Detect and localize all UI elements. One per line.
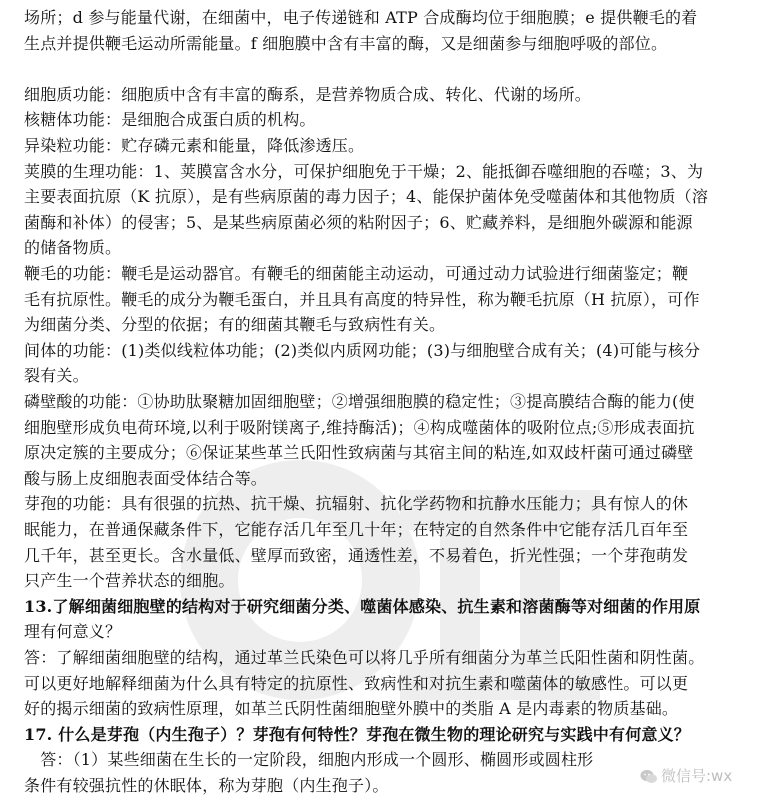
- wechat-icon: [640, 769, 658, 785]
- text-line: 荚膜的生理功能：1、荚膜富含水分，可保护细胞免于干燥；2、能抵御吞噬细胞的吞噬；3、为: [24, 161, 704, 181]
- text-line: 裂有关。: [24, 366, 89, 386]
- text-line: 原决定簇的主要成分；⑥保证某些革兰氏阳性致病菌与其宿主间的粘连,如双歧杆菌可通过磷壁: [24, 443, 694, 463]
- text-line: 几千年，甚至更长。含水量低、壁厚而致密，通透性差，不易着色，折光性强；一个芽孢萌发: [24, 545, 689, 565]
- text-line: 眠能力，在普通保藏条件下，它能存活几年至几十年；在特定的自然条件中它能存活几百年至: [24, 520, 689, 539]
- text-line: 间体的功能：(1)类似线粒体功能；(2)类似内质网功能；(3)与细胞壁合成有关；(4)可能与核分: [24, 340, 701, 360]
- text-line: 毛有抗原性。鞭毛的成分为鞭毛蛋白，并且具有高度的特异性，称为鞭毛抗原（H 抗原），可作: [24, 289, 700, 309]
- text-line: 只产生一个营养状态的细胞。: [24, 571, 235, 591]
- text-line: 答：了解细菌细胞壁的结构，通过革兰氏染色可以将几乎所有细菌分为革兰氏阳性菌和阴性菌。: [24, 648, 705, 667]
- text-line: 场所；d 参与能量代谢，在细菌中，电子传递链和 ATP 合成酶均位于细胞膜；e 提供鞭毛的着: [24, 8, 698, 27]
- text-line: 17. 什么是芽孢（内生孢子）？芽孢有何特性？芽孢在微生物的理论研究与实践中有何意义？: [24, 724, 691, 744]
- text-line: 条件有较强抗性的休眠体，称为芽胞（内生孢子）。: [24, 776, 389, 795]
- text-line: 答：（1）某些细菌在生长的一定阶段，细胞内形成一个圆形、椭圆形或圆柱形: [24, 750, 594, 770]
- text-line: 理有何意义？: [24, 622, 122, 642]
- text-line: 细胞质功能：细胞质中含有丰富的酶系，是营养物质合成、转化、代谢的场所。: [24, 84, 592, 104]
- text-line: 芽孢的功能：具有很强的抗热、抗干燥、抗辐射、抗化学药物和抗静水压能力；具有惊人的休: [24, 494, 689, 514]
- text-line: 可以更好地解释细菌为什么具有特定的抗原性、致病性和对抗生素和噬菌体的敏感性。可以更: [24, 673, 689, 693]
- text-line: 磷壁酸的功能：①协助肽聚糖加固细胞壁；②增强细胞膜的稳定性；③提高膜结合酶的能力(使: [24, 392, 695, 411]
- text-line: 主要表面抗原（K 抗原），是有些病原菌的毒力因子；4、能保护菌体免受噬菌体和其他物质（溶: [24, 187, 709, 207]
- text-line: 的储备物质。: [24, 238, 122, 258]
- text-line: 菌酶和补体）的侵害；5、是某些病原菌必须的粘附因子；6、贮藏养料，是细胞外碳源和能源: [24, 212, 693, 232]
- watermark-credit-text: 微信号:wx: [661, 767, 733, 785]
- text-line: 异染粒功能：贮存磷元素和能量，降低渗透压。: [24, 136, 365, 155]
- text-line: 鞭毛的功能：鞭毛是运动器官。有鞭毛的细菌能主动运动，可通过动力试验进行细菌鉴定；鞭: [24, 264, 689, 283]
- text-line: 细胞壁形成负电荷环境,以利于吸附镁离子,维持酶活)；④构成噬菌体的吸附位点;⑤形成表面抗: [24, 417, 695, 437]
- text-line: 好的揭示细菌的致病性原理，如革兰氏阴性菌细胞壁外膜中的类脂 A 是内毒素的物质基础。: [24, 699, 679, 719]
- text-line: 核糖体功能：是细胞合成蛋白质的机构。: [24, 110, 316, 130]
- text-line: 13.了解细菌细胞壁的结构对于研究细菌分类、噬菌体感染、抗生素和溶菌酶等对细菌的作用原: [24, 596, 701, 616]
- text-line: 酸与肠上皮细胞表面受体结合等。: [24, 468, 268, 488]
- text-line: 为细菌分类、分型的依据；有的细菌其鞭毛与致病性有关。: [24, 315, 446, 335]
- text-line: 生点并提供鞭毛运动所需能量。f 细胞膜中含有丰富的酶，又是细菌参与细胞呼吸的部位。: [24, 33, 668, 53]
- watermark-credit: [640, 765, 732, 786]
- text-line: [24, 58, 774, 86]
